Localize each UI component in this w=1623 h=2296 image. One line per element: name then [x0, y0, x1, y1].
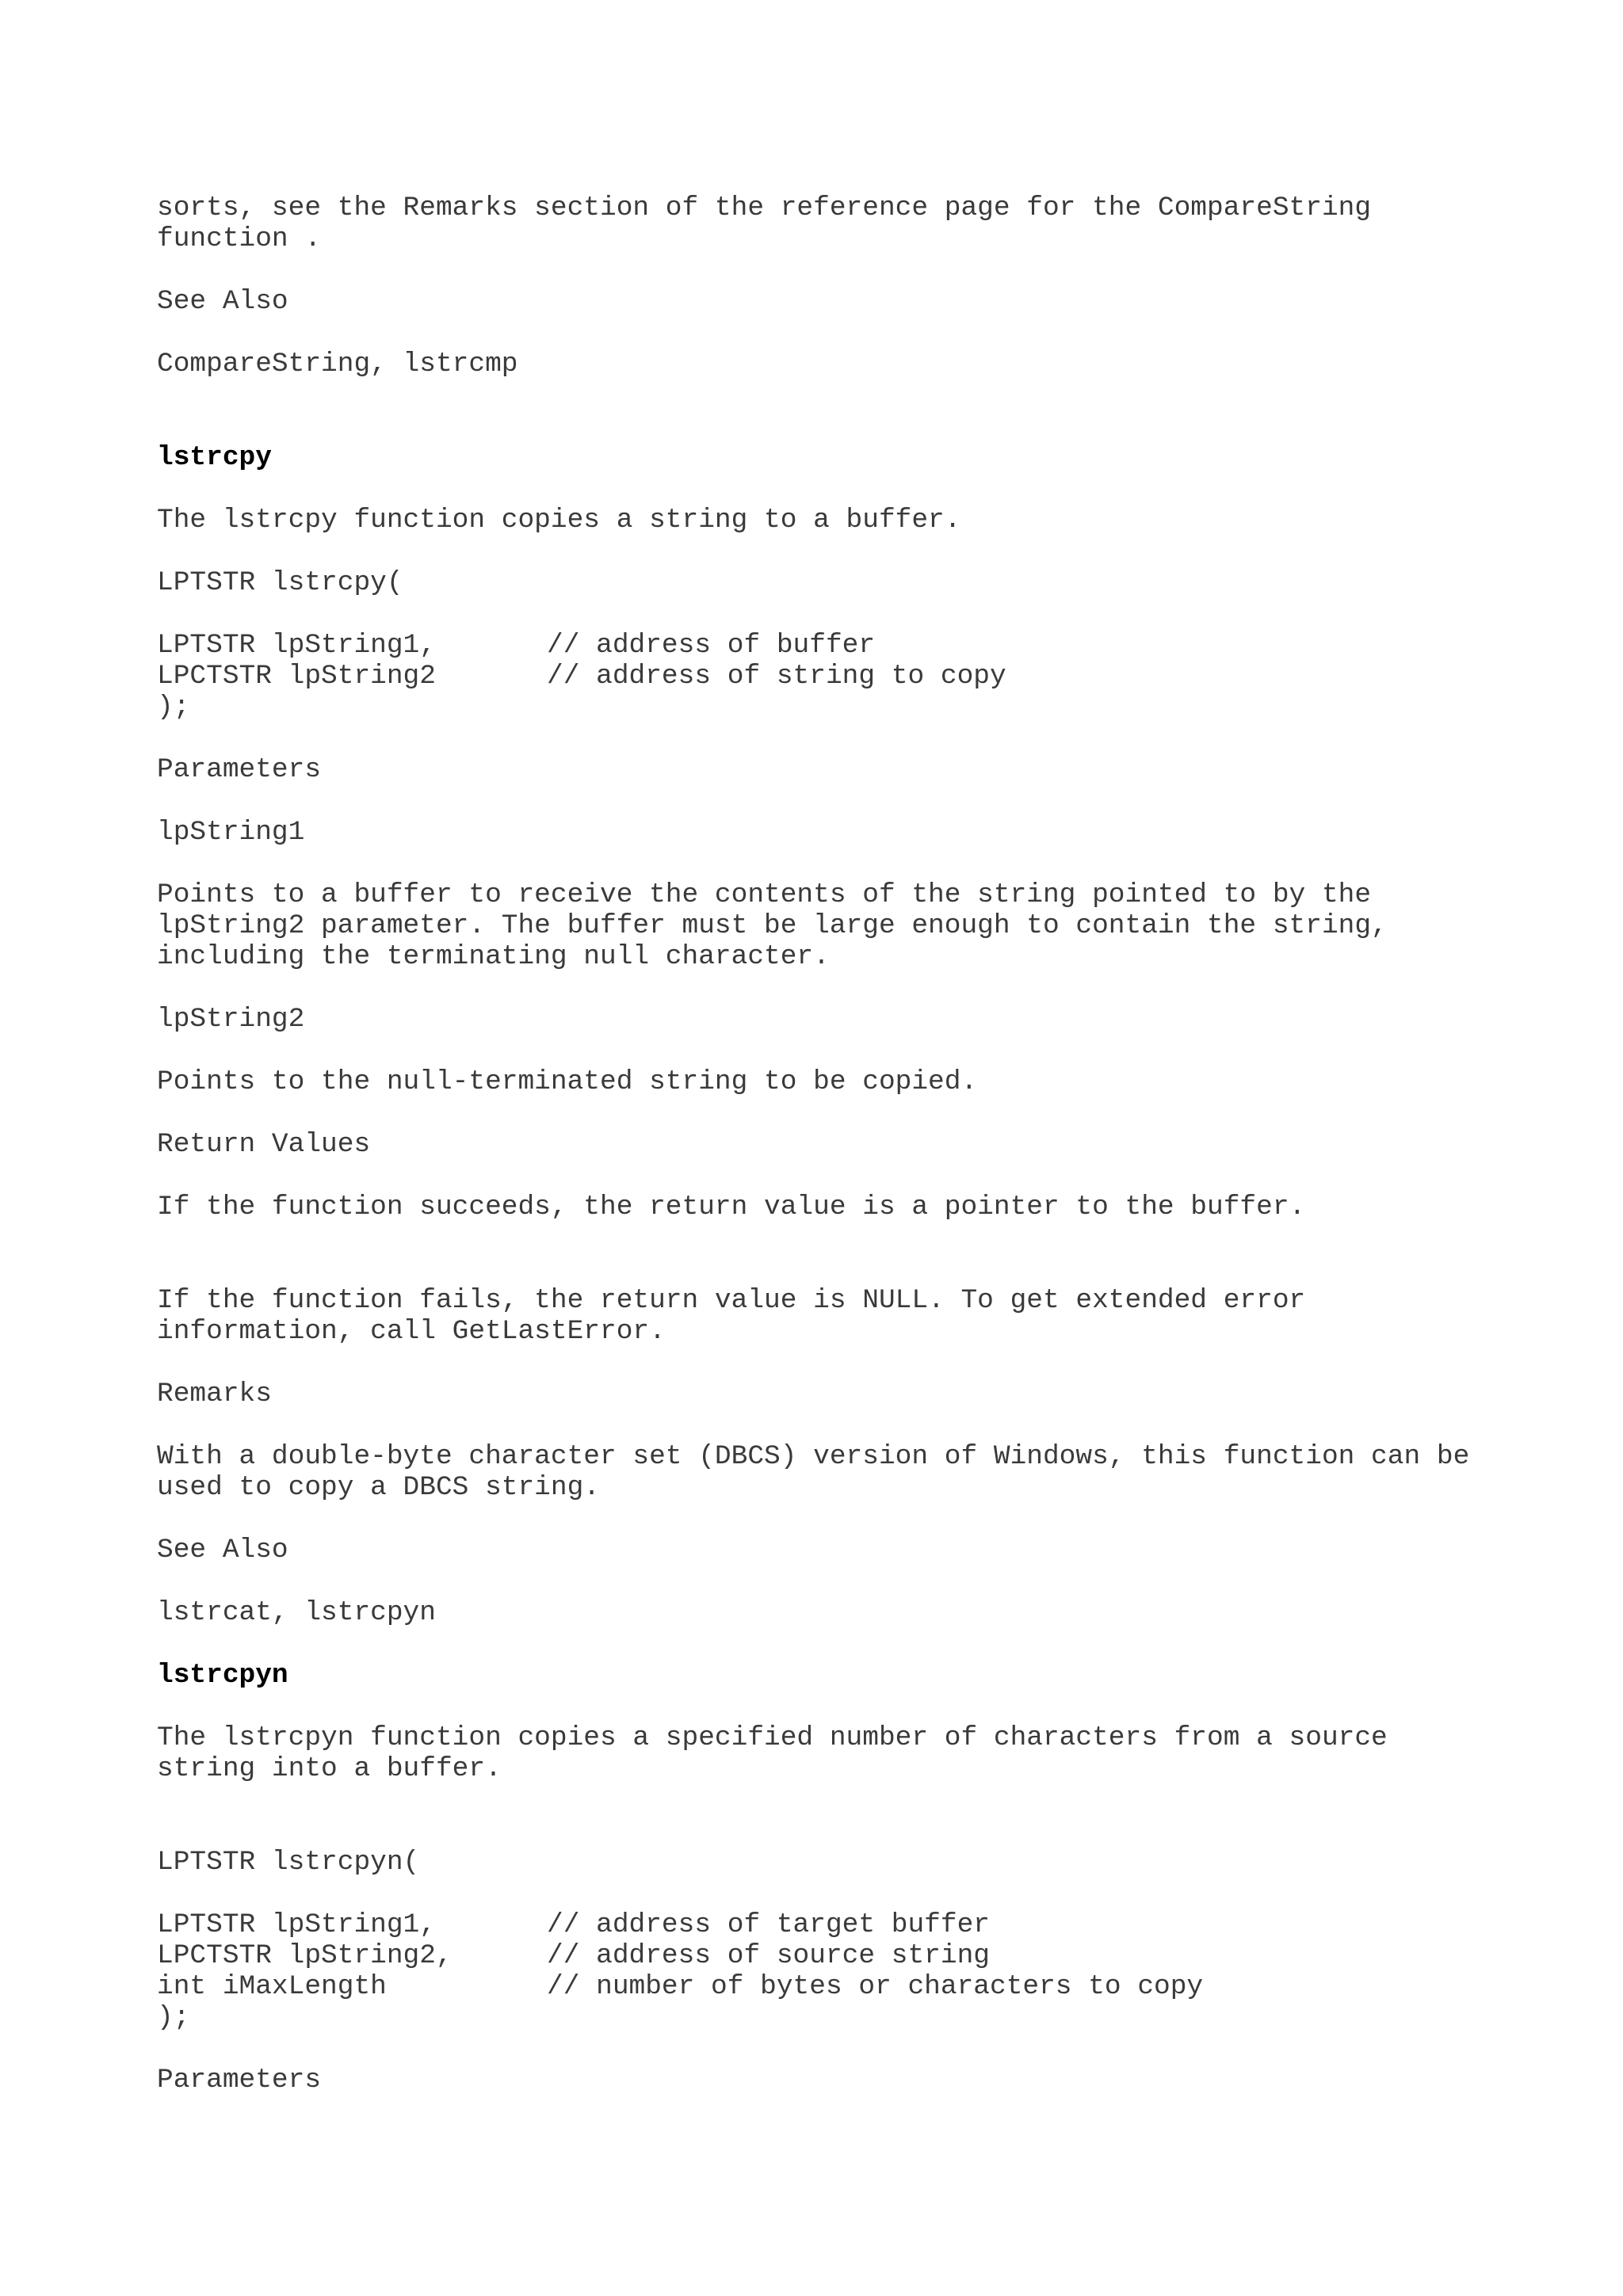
- lstrcpy-parameters-heading: Parameters: [157, 754, 322, 785]
- lstrcpy-param-comment-1: // address of buffer: [547, 630, 876, 661]
- lstrcpy-param-comment-2: // address of string to copy: [547, 661, 1006, 692]
- lstrcpy-description: The lstrcpy function copies a string to a buffer.: [157, 505, 961, 536]
- lstrcpyn-parameters-heading: Parameters: [157, 2065, 322, 2096]
- lstrcpy-param1-desc-3: including the terminating null character.: [157, 941, 830, 972]
- lstrcpy-return-fail-2: information, call GetLastError.: [157, 1316, 666, 1347]
- lstrcpy-see-also-text: lstrcat, lstrcpyn: [157, 1597, 436, 1628]
- lstrcpy-title: lstrcpy: [157, 442, 272, 473]
- lstrcpy-param1-name: lpString1: [157, 817, 305, 848]
- lstrcpy-return-fail-1: If the function fails, the return value is NULL. To get extended error: [157, 1285, 1306, 1316]
- lstrcpy-param1-desc-2: lpString2 parameter. The buffer must be large enough to contain the string,: [157, 910, 1388, 941]
- intro-line-2: function .: [157, 223, 322, 254]
- lstrcpyn-param-decl-1: LPTSTR lpString1,: [157, 1909, 436, 1940]
- lstrcpy-remarks-heading: Remarks: [157, 1379, 272, 1409]
- lstrcpy-remarks-1: With a double-byte character set (DBCS) version of Windows, this function can be: [157, 1441, 1470, 1472]
- lstrcpyn-param-comment-2: // address of source string: [547, 1940, 990, 1971]
- lstrcpy-param2-desc: Points to the null-terminated string to be copied.: [157, 1066, 978, 1097]
- lstrcpy-remarks-2: used to copy a DBCS string.: [157, 1472, 600, 1503]
- lstrcpyn-description-1: The lstrcpyn function copies a specified number of characters from a source: [157, 1722, 1388, 1753]
- lstrcpy-param1-desc-1: Points to a buffer to receive the contents of the string pointed to by the: [157, 879, 1372, 910]
- lstrcpyn-param-decl-3: int iMaxLength: [157, 1971, 387, 2002]
- lstrcpy-param-decl-1: LPTSTR lpString1,: [157, 630, 436, 661]
- lstrcpy-signature-close: );: [157, 692, 190, 723]
- intro-line-1: sorts, see the Remarks section of the reference page for the CompareString: [157, 193, 1372, 223]
- lstrcpy-return-heading: Return Values: [157, 1129, 371, 1160]
- lstrcpyn-param-comment-1: // address of target buffer: [547, 1909, 990, 1940]
- lstrcpyn-param-decl-2: LPCTSTR lpString2,: [157, 1940, 453, 1971]
- lstrcpy-param-decl-2: LPCTSTR lpString2: [157, 661, 436, 692]
- lstrcpy-see-also-heading: See Also: [157, 1535, 288, 1566]
- lstrcpy-return-success: If the function succeeds, the return value is a pointer to the buffer.: [157, 1192, 1306, 1222]
- lstrcpyn-description-2: string into a buffer.: [157, 1753, 502, 1784]
- lstrcpyn-title: lstrcpyn: [157, 1660, 288, 1691]
- see-also-heading: See Also: [157, 286, 288, 317]
- lstrcpyn-signature-close: );: [157, 2002, 190, 2033]
- lstrcpy-signature-open: LPTSTR lstrcpy(: [157, 567, 403, 598]
- lstrcpyn-param-comment-3: // number of bytes or characters to copy: [547, 1971, 1204, 2002]
- lstrcpy-param2-name: lpString2: [157, 1004, 305, 1035]
- see-also-text: CompareString, lstrcmp: [157, 349, 518, 379]
- lstrcpyn-signature-open: LPTSTR lstrcpyn(: [157, 1847, 420, 1878]
